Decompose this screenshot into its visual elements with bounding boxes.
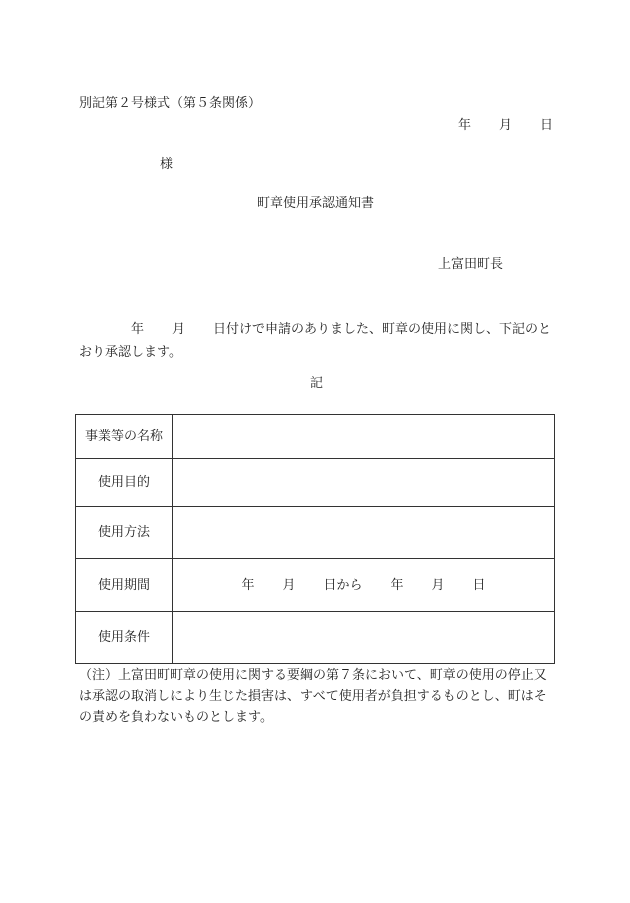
date-day: 日 bbox=[540, 118, 554, 133]
date-year: 年 bbox=[458, 118, 472, 133]
period-end-month: 月 bbox=[431, 577, 445, 593]
body-text: 日付けで申請のありました、町章の使用に関し、下記のとおり承認します。 bbox=[79, 322, 552, 360]
addressee-suffix: 様 bbox=[160, 157, 174, 172]
note-paragraph: （注）上富田町町章の使用に関する要綱の第７条において、町章の使用の停止又は承認の取消しにより生じた損害は、すべて使用者が負担するものとし、町はその責めを負わないものとします。 bbox=[79, 668, 547, 725]
body-year: 年 bbox=[131, 322, 145, 337]
form-number-label: 別記第２号様式（第５条関係） bbox=[79, 96, 262, 111]
date-month: 月 bbox=[499, 118, 513, 133]
row-label: 使用目的 bbox=[76, 459, 173, 507]
ki-heading: 記 bbox=[310, 376, 324, 391]
row-label: 使用条件 bbox=[76, 612, 173, 664]
row-label: 事業等の名称 bbox=[76, 415, 173, 459]
period-end-year: 年 bbox=[390, 577, 404, 593]
table-row bbox=[76, 459, 555, 507]
table-row bbox=[76, 612, 555, 664]
approval-table bbox=[75, 414, 555, 664]
row-value-cell[interactable] bbox=[173, 612, 555, 664]
table-row bbox=[76, 415, 555, 459]
body-month: 月 bbox=[172, 322, 186, 337]
issuer-name: 上富田町長 bbox=[438, 257, 504, 272]
date-line bbox=[458, 119, 553, 132]
table-row bbox=[76, 507, 555, 559]
row-value-cell[interactable] bbox=[173, 507, 555, 559]
row-label: 使用期間 bbox=[76, 559, 173, 612]
body-paragraph bbox=[79, 318, 553, 364]
row-label: 使用方法 bbox=[76, 507, 173, 559]
document-title: 町章使用承認通知書 bbox=[257, 196, 375, 211]
period-start-year: 年 bbox=[241, 577, 255, 593]
period-start-month: 月 bbox=[282, 577, 296, 593]
table-row bbox=[76, 559, 555, 612]
usage-period-cell[interactable] bbox=[173, 559, 555, 612]
period-start-day-from: 日から bbox=[323, 577, 363, 593]
row-value-cell[interactable] bbox=[173, 415, 555, 459]
period-end-day: 日 bbox=[472, 577, 486, 593]
row-value-cell[interactable] bbox=[173, 459, 555, 507]
